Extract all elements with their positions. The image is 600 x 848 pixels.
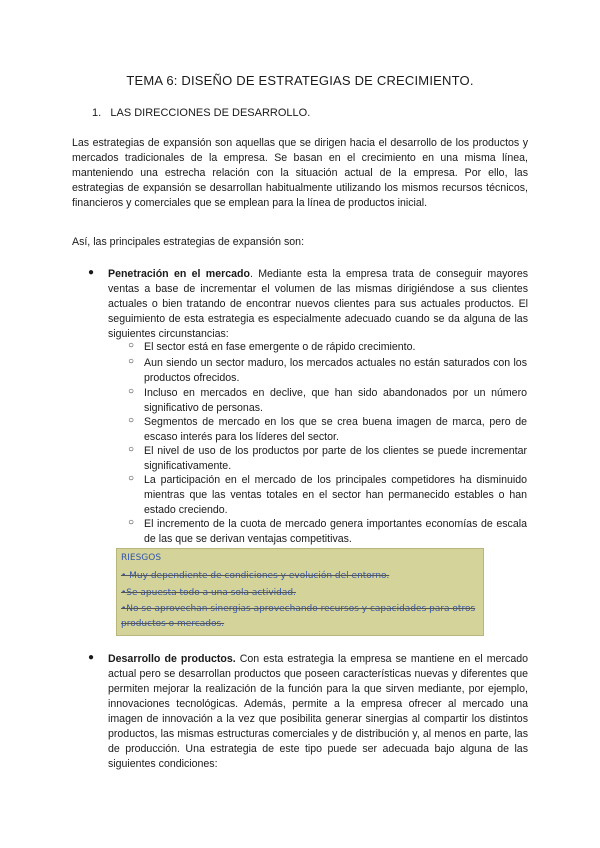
section-title: LAS DIRECCIONES DE DESARROLLO. xyxy=(110,107,311,119)
circle-bullet-icon: ○ xyxy=(128,386,135,397)
circle-bullet-icon: ○ xyxy=(128,473,135,484)
list-item-text: Segmentos de mercado en los que se crea buena imagen de marca, pero de escaso interés para los líderes del sector. xyxy=(144,416,527,443)
bullet-bold-title: Desarrollo de productos. xyxy=(108,653,236,665)
circle-bullet-icon: ○ xyxy=(128,517,135,528)
lead-sentence: Así, las principales estrategias de expansión son: xyxy=(72,236,305,248)
list-item-text: El incremento de la cuota de mercado genera importantes economías de escala de las que se derivan ventajas competitivas. xyxy=(144,518,527,545)
bullet-icon: ● xyxy=(88,652,95,663)
intro-paragraph: Las estrategias de expansión son aquellas que se dirigen hacia el desarrollo de los productos y mercados tradicionales de la empresa. Se basan en el crecimiento en una misma línea, manteniendo una estrecha relación con la situación actual de la empresa. Por ello, las estrategias de expansión se desarrollan habitualmente utilizando los mismos recursos técnicos, financieros y comerciales que se emplean para la línea de productos inicial. xyxy=(72,137,528,209)
bullet-bold-title: Penetración en el mercado xyxy=(108,268,250,280)
list-item-text: La participación en el mercado de los principales competidores ha disminuido mientras que las ventas totales en el sector han permanecido estables o han estado creciendo. xyxy=(144,474,527,516)
risk-line: • Muy dependiente de condiciones y evolución del entorno. xyxy=(121,571,390,581)
risk-heading: RIESGOS xyxy=(121,553,162,563)
bullet-text xyxy=(108,267,528,342)
section-number: 1. xyxy=(92,107,102,119)
bullet-icon: ● xyxy=(88,267,95,278)
section-heading xyxy=(92,107,310,119)
risk-line: productos o mercados. xyxy=(121,619,225,629)
bullet-text xyxy=(108,652,528,772)
bullet-body: Con esta estrategia la empresa se mantiene en el mercado actual pero se desarrollan productos que poseen características nuevas y diferentes que permiten mejorar la realización de la función para la que sirven mediante, por ejemplo, innovaciones tecnológicas. Además, permite a la empresa ofrecer al mercado una imagen de innovación a la vez que posibilita generar sinergias al compartir los distintos productos, las mismas estructuras comerciales y de distribución y, al menos en parte, las de producción. Una estrategia de este tipo puede ser adecuada bajo alguna de las siguientes condiciones: xyxy=(108,653,528,770)
risk-line: •Se apuesta todo a una sola actividad. xyxy=(121,588,296,598)
list-item-text: El nivel de uso de los productos por parte de los clientes se puede incrementar significativamente. xyxy=(144,445,527,472)
risk-box xyxy=(116,548,484,636)
circle-bullet-icon: ○ xyxy=(128,415,135,426)
list-item-text: El sector está en fase emergente o de rápido crecimiento. xyxy=(144,341,416,353)
circle-bullet-icon: ○ xyxy=(128,356,135,367)
risk-line: •No se aprovechan sinergias aprovechando recursos y capacidades para otros xyxy=(121,604,476,614)
list-item-text: Aun siendo un sector maduro, los mercados actuales no están saturados con los productos ofrecidos. xyxy=(144,357,527,384)
circle-bullet-icon: ○ xyxy=(128,444,135,455)
bullet-body: . Mediante esta la empresa trata de conseguir mayores ventas a base de incrementar el volumen de las mismas dirigiéndose a sus clientes actuales o bien tratando de encontrar nuevos clientes para sus actuales productos. El seguimiento de esta estrategia es especialmente adecuado cuando se da alguna de las siguientes circunstancias: xyxy=(108,268,529,340)
page-title: TEMA 6: DISEÑO DE ESTRATEGIAS DE CRECIMIENTO. xyxy=(126,73,474,88)
circle-bullet-icon: ○ xyxy=(128,340,135,351)
list-item-text: Incluso en mercados en declive, que han sido abandonados por un número significativo de personas. xyxy=(144,387,527,414)
